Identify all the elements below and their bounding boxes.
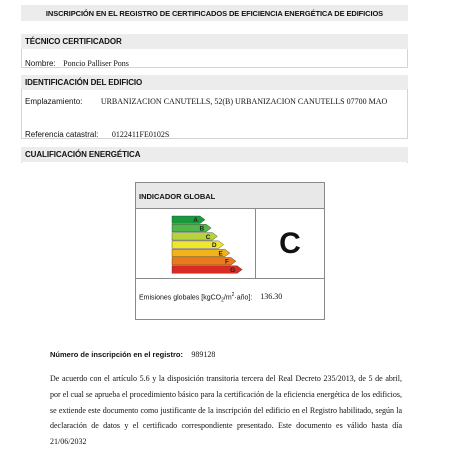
- indicador-global-header: [136, 183, 324, 209]
- section-title-edificio: IDENTIFICACIÓN DEL EDIFICIO: [25, 78, 143, 87]
- indicador-global-panel: [135, 182, 325, 320]
- energy-class-letter-c: C: [205, 233, 211, 241]
- energy-class-letter-f: F: [225, 258, 229, 266]
- emplazamiento-row: [25, 91, 387, 109]
- nombre-label: Nombre:: [25, 59, 56, 68]
- energy-class-letter-e: E: [218, 250, 223, 258]
- section-title-tecnico: TÉCNICO CERTIFICADOR: [25, 37, 122, 46]
- edificio-box: [21, 89, 408, 139]
- energy-grade-letter: C: [279, 227, 301, 260]
- emisiones-value: 136.30: [260, 292, 283, 302]
- energy-class-arrow-a: [172, 216, 205, 224]
- emisiones-row: [139, 292, 282, 304]
- section-title-cualificacion: CUALIFICACIÓN ENERGÉTICA: [25, 150, 141, 159]
- nombre-value: Poncio Palliser Pons: [63, 59, 129, 68]
- energy-class-arrow-c: [172, 233, 217, 241]
- emisiones-label-prefix: Emisiones globales [kgCO: [139, 294, 222, 302]
- section-header-cualificacion: [21, 147, 408, 162]
- emisiones-label-sup: 2: [231, 292, 235, 298]
- emplazamiento-label: Emplazamiento:: [25, 97, 83, 106]
- referencia-label: Referencia catastral:: [25, 130, 99, 139]
- section-header-tecnico: [21, 34, 408, 49]
- energy-scale-cell: [136, 209, 256, 278]
- emisiones-label-sub: 2: [221, 297, 224, 304]
- energy-class-letter-a: A: [193, 217, 198, 225]
- energy-class-arrow-b: [172, 224, 211, 232]
- document-title-bar: [21, 5, 408, 21]
- referencia-row: [25, 124, 169, 142]
- validity-paragraph: [50, 371, 402, 450]
- registro-value: 989128: [191, 350, 216, 359]
- indicador-global-title: INDICADOR GLOBAL: [139, 192, 216, 201]
- valid-until-date: 21/06/2032: [50, 437, 87, 447]
- document-title: INSCRIPCIÓN EN EL REGISTRO DE CERTIFICADOS DE EFICIENCIA ENERGÉTICA DE EDIFICIOS: [45, 9, 384, 18]
- energy-class-letter-b: B: [199, 225, 205, 233]
- cualificacion-box: [21, 162, 408, 163]
- energy-class-letter-g: G: [230, 267, 236, 274]
- emplazamiento-value: URBANIZACION CANUTELLS, 52(B) URBANIZACION CANUTELLS 07700 MAO: [100, 97, 388, 106]
- emisiones-label-suffix: ·año]:: [234, 294, 253, 302]
- registro-row: [50, 344, 215, 362]
- section-header-edificio: [21, 75, 408, 90]
- energy-class-letter-d: D: [211, 242, 217, 250]
- emisiones-label-mid: /m: [223, 294, 232, 302]
- emisiones-cell: [136, 278, 324, 320]
- grade-cell: [256, 209, 324, 278]
- registro-label: Número de inscripción en el registro:: [50, 350, 183, 359]
- nombre-row: [25, 53, 129, 71]
- validity-text: De acuerdo con el artículo 5.6 y la disposición transitoria tercera del Real Decreto 235/2013, de 5 de abril, por el cual se aprueba el procedimiento básico para la certificación de la eficiencia energética de los edificios, se extiende este documento como justificante de la inscripción del edificio en el Registro habilitado, según la declaración de datos y el certificado correspondiente presentado. Este documento es válido hasta día: [50, 374, 402, 431]
- tecnico-box: [21, 49, 408, 68]
- energy-scale-chart: [136, 209, 255, 278]
- referencia-value: 0122411FE0102S: [111, 130, 170, 139]
